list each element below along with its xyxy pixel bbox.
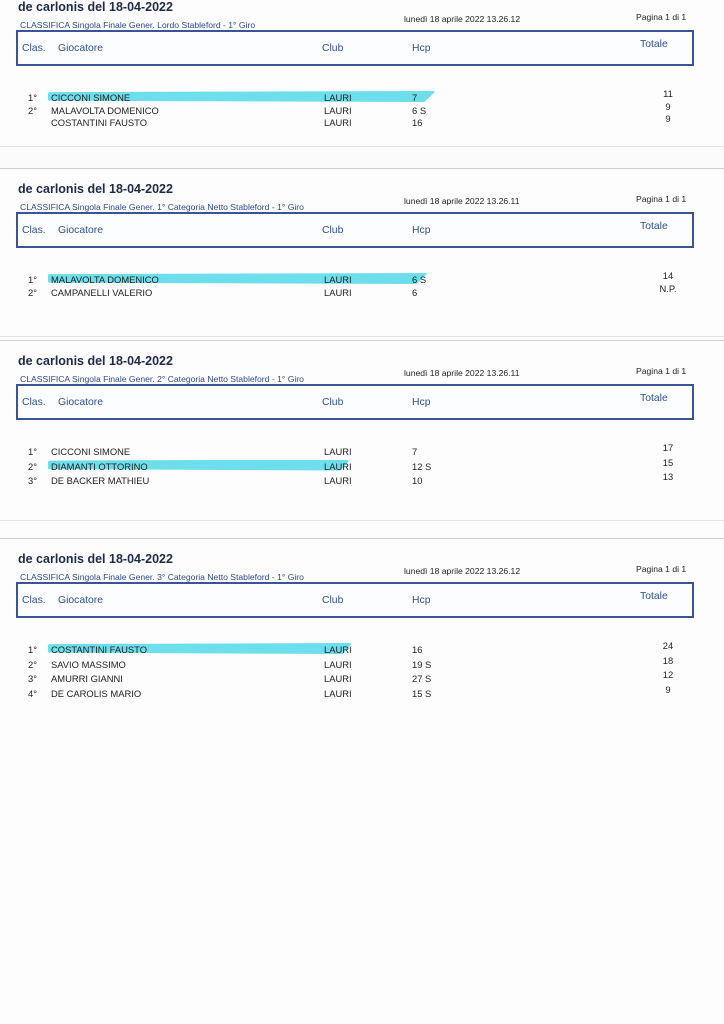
rank: 1°	[28, 446, 37, 457]
player-name: AMURRI GIANNI	[51, 673, 123, 684]
rank: 2°	[28, 460, 37, 472]
header-giocatore: Giocatore	[58, 397, 104, 408]
classifica-subtitle: CLASSIFICA Singola Finale Gener. 2° Categoria Netto Stableford - 1° Giro	[20, 374, 304, 384]
player-name: COSTANTINI FAUSTO	[51, 644, 148, 655]
club-name: LAURI	[324, 687, 352, 699]
header-totale: Totale	[640, 591, 668, 602]
total-score: 17	[662, 442, 674, 453]
club-name: LAURI	[324, 460, 352, 472]
handicap: 15 S	[412, 687, 432, 699]
header-clas: Clas.	[22, 397, 46, 408]
total-score: 13	[662, 471, 674, 482]
player-name: MALAVOLTA DOMENICO	[51, 274, 159, 285]
sheet-title: de carlonis del 18-04-2022	[18, 0, 173, 14]
header-totale: Totale	[640, 39, 668, 50]
total-score: N.P.	[659, 282, 677, 294]
print-datetime: lunedì 18 aprile 2022 13.26.11	[404, 368, 520, 378]
club-name: LAURI	[324, 274, 352, 285]
column-header-box	[16, 582, 694, 618]
result-sheet	[0, 538, 724, 1024]
page-number: Pagina 1 di 1	[636, 194, 687, 204]
club-name: LAURI	[324, 117, 352, 128]
page-number: Pagina 1 di 1	[636, 366, 687, 376]
header-giocatore: Giocatore	[58, 595, 104, 606]
total-score: 24	[662, 640, 674, 651]
sheet-title: de carlonis del 18-04-2022	[18, 182, 173, 196]
sheet-title: de carlonis del 18-04-2022	[18, 354, 173, 368]
total-score: 11	[663, 88, 673, 99]
header-hcp: Hcp	[412, 225, 431, 236]
header-hcp: Hcp	[412, 397, 431, 408]
handicap: 12 S	[412, 460, 432, 472]
column-header-box	[16, 384, 694, 420]
rank: 1°	[28, 644, 37, 655]
header-club: Club	[322, 43, 344, 54]
handicap: 10	[412, 475, 423, 486]
handicap: 27 S	[412, 673, 432, 684]
total-score: 18	[662, 654, 674, 666]
club-name: LAURI	[324, 658, 352, 670]
handicap: 16	[412, 644, 423, 655]
rank: 2°	[28, 104, 37, 116]
classifica-subtitle: CLASSIFICA Singola Finale Gener. Lordo Stableford - 1° Giro	[20, 20, 256, 30]
player-name: DE CAROLIS MARIO	[51, 687, 142, 699]
club-name: LAURI	[324, 286, 352, 298]
club-name: LAURI	[324, 104, 352, 116]
column-header-box	[16, 212, 694, 248]
player-name: CAMPANELLI VALERIO	[51, 286, 153, 298]
total-score: 15	[662, 456, 674, 468]
header-giocatore: Giocatore	[58, 225, 104, 236]
header-club: Club	[322, 595, 344, 606]
page-number: Pagina 1 di 1	[636, 564, 687, 574]
club-name: LAURI	[324, 644, 352, 655]
handicap: 6	[412, 286, 418, 298]
sheet-edge	[0, 168, 724, 169]
classifica-subtitle: CLASSIFICA Singola Finale Gener. 3° Categoria Netto Stableford - 1° Giro	[20, 572, 304, 582]
handicap: 7	[412, 446, 418, 457]
print-datetime: lunedì 18 aprile 2022 13.26.12	[404, 14, 521, 24]
handicap: 19 S	[412, 658, 432, 670]
total-score: 14	[662, 270, 674, 281]
header-totale: Totale	[640, 393, 668, 404]
sheet-edge	[0, 340, 724, 341]
header-clas: Clas.	[22, 43, 46, 54]
player-name: CICCONI SIMONE	[51, 92, 131, 103]
header-clas: Clas.	[22, 225, 46, 236]
rank: 4°	[28, 687, 37, 699]
player-name: MALAVOLTA DOMENICO	[51, 104, 159, 116]
result-sheet	[0, 340, 724, 536]
rank: 1°	[28, 274, 37, 285]
rank: 2°	[28, 286, 37, 298]
handicap: 6 S	[412, 104, 427, 116]
rank: 3°	[28, 475, 37, 486]
total-score: 9	[665, 683, 671, 695]
total-score: 9	[665, 113, 671, 124]
header-hcp: Hcp	[412, 43, 431, 54]
player-name: CICCONI SIMONE	[51, 446, 131, 457]
header-club: Club	[322, 397, 344, 408]
scan-edge	[0, 520, 724, 521]
player-name: DIAMANTI OTTORINO	[51, 460, 148, 472]
header-clas: Clas.	[22, 595, 46, 606]
column-header-box	[16, 30, 694, 66]
total-score: 12	[662, 669, 674, 680]
handicap: 16	[412, 117, 423, 128]
sheet-title: de carlonis del 18-04-2022	[18, 552, 173, 566]
player-name: SAVIO MASSIMO	[51, 658, 126, 670]
rank: 2°	[28, 658, 37, 670]
club-name: LAURI	[324, 92, 352, 103]
handicap: 7	[412, 92, 418, 103]
header-hcp: Hcp	[412, 595, 431, 606]
rank: 1°	[28, 92, 37, 103]
scan-edge	[0, 336, 724, 337]
print-datetime: lunedì 18 aprile 2022 13.26.12	[404, 566, 521, 576]
handicap: 6 S	[412, 274, 427, 285]
scan-edge	[0, 146, 724, 147]
print-datetime: lunedì 18 aprile 2022 13.26.11	[404, 196, 520, 206]
page-number: Pagina 1 di 1	[636, 12, 687, 22]
club-name: LAURI	[324, 446, 352, 457]
rank: 3°	[28, 673, 37, 684]
result-sheet	[0, 0, 724, 148]
header-giocatore: Giocatore	[58, 43, 104, 54]
total-score: 9	[665, 100, 671, 112]
header-club: Club	[322, 225, 344, 236]
club-name: LAURI	[324, 673, 352, 684]
classifica-subtitle: CLASSIFICA Singola Finale Gener. 1° Categoria Netto Stableford - 1° Giro	[20, 202, 304, 212]
club-name: LAURI	[324, 475, 352, 486]
sheet-edge	[0, 538, 724, 539]
player-name: DE BACKER MATHIEU	[51, 475, 150, 486]
sheet-paper	[0, 340, 724, 536]
result-sheet	[0, 168, 724, 338]
player-name: COSTANTINI FAUSTO	[51, 117, 148, 128]
header-totale: Totale	[640, 221, 668, 232]
